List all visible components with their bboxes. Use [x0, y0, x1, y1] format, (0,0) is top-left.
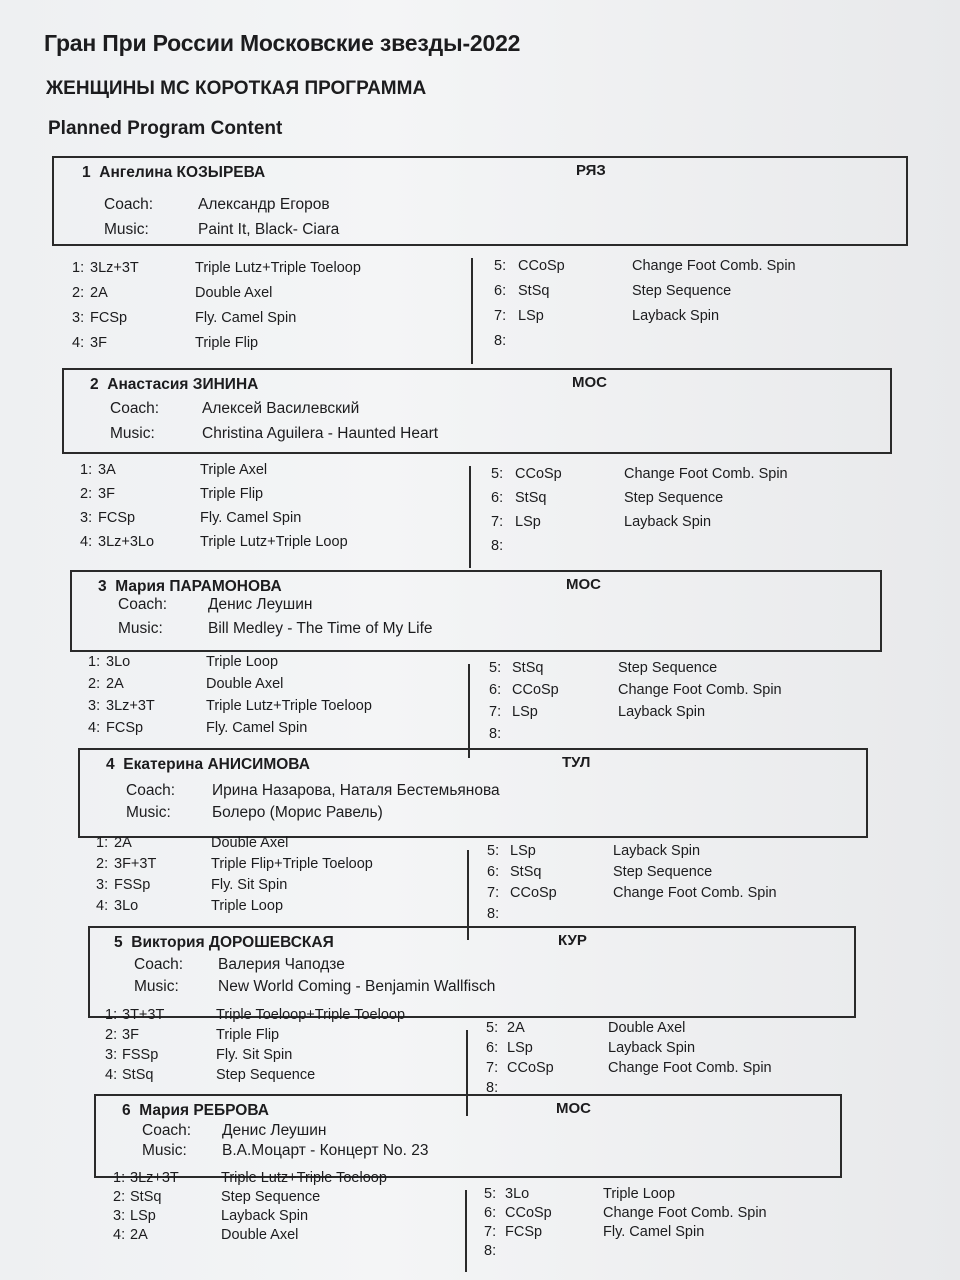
skater-header-box [70, 570, 882, 652]
element-index: 5: [494, 258, 507, 274]
element-description: Triple Flip [216, 1027, 280, 1043]
element-code: LSp [515, 514, 541, 530]
element-index: 4: [113, 1227, 126, 1243]
element-index: 4: [80, 534, 93, 550]
element-index: 7: [489, 704, 502, 720]
column-divider [471, 258, 473, 364]
skater-name [90, 376, 258, 394]
skater-header-box [94, 1094, 842, 1178]
element-index: 2: [96, 856, 109, 872]
element-index: 8: [487, 906, 500, 922]
element-index: 7: [484, 1224, 497, 1240]
element-description: Layback Spin [618, 704, 706, 720]
element-code: FSSp [114, 877, 151, 893]
element-code: StSq [512, 660, 544, 676]
element-code: 3Lz+3T [90, 260, 139, 276]
element-index: 1: [113, 1170, 126, 1186]
element-description: Step Sequence [618, 660, 718, 676]
skater-full-name: Виктория ДОРОШЕВСКАЯ [131, 934, 334, 951]
element-description: Triple Lutz+Triple Toeloop [221, 1170, 387, 1186]
category-title: ЖЕНЩИНЫ МС КОРОТКАЯ ПРОГРАММА [46, 78, 427, 99]
element-code: CCoSp [518, 258, 565, 274]
event-title: Гран При России Московские звезды-2022 [44, 30, 521, 56]
element-index: 1: [72, 260, 85, 276]
coach-value: Ирина Назарова, Наталя Бестемьянова [212, 782, 500, 799]
skater-name [82, 164, 265, 182]
music-label: Music: [110, 425, 155, 442]
skater-name [98, 578, 282, 596]
element-description: Layback Spin [632, 308, 720, 324]
music-label: Music: [126, 804, 171, 821]
element-index: 8: [494, 333, 507, 349]
element-index: 3: [88, 698, 101, 714]
coach-label: Coach: [126, 782, 176, 799]
element-index: 6: [484, 1205, 497, 1221]
element-description: Layback Spin [608, 1040, 696, 1056]
skater-full-name: Ангелина КОЗЫРЕВА [99, 164, 266, 181]
element-description: Layback Spin [221, 1208, 309, 1224]
element-code: FCSp [90, 310, 128, 326]
skater-club: КУР [558, 932, 587, 949]
element-code: LSp [510, 843, 536, 859]
element-index: 7: [487, 885, 500, 901]
element-code: FCSp [98, 510, 136, 526]
skater-number: 6 [122, 1102, 131, 1119]
element-code: FCSp [505, 1224, 543, 1240]
skater-number: 5 [114, 934, 123, 951]
skater-club: МОС [572, 374, 607, 391]
element-description: Triple Loop [211, 898, 284, 914]
element-description: Fly. Camel Spin [206, 720, 308, 736]
coach-value: Денис Леушин [208, 596, 313, 613]
element-code: 3F [90, 335, 107, 351]
element-description: Fly. Camel Spin [195, 310, 297, 326]
element-code: 3A [98, 462, 116, 478]
element-code: CCoSp [512, 682, 559, 698]
element-code: StSq [510, 864, 542, 880]
element-code: FSSp [122, 1047, 159, 1063]
element-code: StSq [518, 283, 550, 299]
music-value: В.А.Моцарт - Концерт No. 23 [222, 1142, 429, 1159]
element-index: 3: [80, 510, 93, 526]
element-description: Step Sequence [632, 283, 732, 299]
element-index: 6: [489, 682, 502, 698]
column-divider [465, 1190, 467, 1272]
element-index: 4: [88, 720, 101, 736]
element-description: Fly. Camel Spin [603, 1224, 705, 1240]
skater-full-name: Мария РЕБРОВА [139, 1102, 269, 1119]
element-index: 6: [491, 490, 504, 506]
skater-club: МОС [556, 1100, 591, 1117]
element-index: 7: [491, 514, 504, 530]
element-description: Step Sequence [613, 864, 713, 880]
element-description: Triple Toeloop+Triple Toeloop [216, 1007, 406, 1023]
skater-full-name: Екатерина АНИСИМОВА [123, 756, 310, 773]
element-description: Double Axel [195, 285, 273, 301]
section-title: Planned Program Content [48, 118, 283, 139]
element-index: 8: [486, 1080, 499, 1096]
element-index: 1: [105, 1007, 118, 1023]
coach-label: Coach: [134, 956, 184, 973]
element-description: Triple Loop [603, 1186, 676, 1202]
element-code: StSq [130, 1189, 162, 1205]
element-index: 4: [105, 1067, 118, 1083]
coach-label: Coach: [142, 1122, 192, 1139]
element-description: Fly. Camel Spin [200, 510, 302, 526]
element-code: LSp [130, 1208, 156, 1224]
element-code: 3F [98, 486, 115, 502]
element-code: CCoSp [510, 885, 557, 901]
element-description: Change Foot Comb. Spin [618, 682, 782, 698]
element-description: Change Foot Comb. Spin [613, 885, 777, 901]
music-label: Music: [118, 620, 163, 637]
element-description: Double Axel [608, 1020, 686, 1036]
element-code: 2A [507, 1020, 525, 1036]
coach-value: Денис Леушин [222, 1122, 327, 1139]
element-index: 2: [72, 285, 85, 301]
element-code: 2A [114, 835, 132, 851]
element-code: 3F+3T [114, 856, 157, 872]
element-index: 3: [72, 310, 85, 326]
element-code: 3T+3T [122, 1007, 165, 1023]
element-index: 6: [494, 283, 507, 299]
skater-club: МОС [566, 576, 601, 593]
music-value: Bill Medley - The Time of My Life [208, 620, 433, 637]
element-description: Triple Lutz+Triple Toeloop [206, 698, 372, 714]
skater-number: 1 [82, 164, 91, 181]
column-divider [469, 466, 471, 568]
skater-number: 4 [106, 756, 115, 773]
element-description: Change Foot Comb. Spin [603, 1205, 767, 1221]
element-index: 8: [489, 726, 502, 742]
element-index: 6: [487, 864, 500, 880]
skater-name [106, 756, 310, 774]
element-index: 7: [494, 308, 507, 324]
music-value: Christina Aguilera - Haunted Heart [202, 425, 439, 442]
element-description: Step Sequence [221, 1189, 321, 1205]
element-index: 5: [484, 1186, 497, 1202]
skater-header-box [62, 368, 892, 454]
element-code: FCSp [106, 720, 144, 736]
element-code: 3F [122, 1027, 139, 1043]
element-code: 3Lo [106, 654, 131, 670]
element-code: 2A [106, 676, 124, 692]
element-code: LSp [512, 704, 538, 720]
element-description: Triple Lutz+Triple Toeloop [195, 260, 361, 276]
element-index: 5: [491, 466, 504, 482]
element-index: 3: [105, 1047, 118, 1063]
skater-name [122, 1102, 269, 1120]
skater-club: ТУЛ [562, 754, 591, 771]
music-value: Paint It, Black- Ciara [198, 221, 340, 238]
music-label: Music: [104, 221, 149, 238]
element-index: 5: [487, 843, 500, 859]
element-index: 8: [484, 1243, 497, 1259]
element-description: Triple Flip+Triple Toeloop [211, 856, 373, 872]
element-index: 1: [96, 835, 109, 851]
element-code: CCoSp [515, 466, 562, 482]
element-description: Layback Spin [613, 843, 701, 859]
element-index: 5: [489, 660, 502, 676]
element-description: Double Axel [221, 1227, 299, 1243]
element-code: 2A [130, 1227, 148, 1243]
element-index: 2: [105, 1027, 118, 1043]
coach-label: Coach: [110, 400, 160, 417]
skater-club: РЯЗ [576, 162, 606, 179]
coach-label: Coach: [118, 596, 168, 613]
element-index: 3: [113, 1208, 126, 1224]
element-description: Triple Lutz+Triple Loop [200, 534, 348, 550]
music-label: Music: [142, 1142, 187, 1159]
element-index: 4: [72, 335, 85, 351]
element-description: Triple Flip [200, 486, 264, 502]
coach-label: Coach: [104, 196, 154, 213]
coach-value: Александр Егоров [198, 196, 330, 213]
skater-name [114, 934, 334, 952]
skater-header-box [88, 926, 856, 1018]
music-value: New World Coming - Benjamin Wallfisch [218, 978, 496, 995]
element-description: Fly. Sit Spin [211, 877, 288, 893]
element-description: Triple Flip [195, 335, 259, 351]
element-code: 3Lo [505, 1186, 530, 1202]
music-value: Болеро (Морис Равель) [212, 804, 383, 821]
element-index: 2: [88, 676, 101, 692]
coach-value: Валерия Чаподзе [218, 956, 345, 973]
element-index: 4: [96, 898, 109, 914]
element-index: 2: [113, 1189, 126, 1205]
element-index: 1: [88, 654, 101, 670]
music-label: Music: [134, 978, 179, 995]
element-code: 3Lz+3Lo [98, 534, 155, 550]
element-description: Fly. Sit Spin [216, 1047, 293, 1063]
element-code: LSp [518, 308, 544, 324]
element-index: 6: [486, 1040, 499, 1056]
skater-header-box [52, 156, 908, 246]
element-code: 3Lo [114, 898, 139, 914]
element-code: 3Lz+3T [106, 698, 155, 714]
element-code: 2A [90, 285, 108, 301]
element-code: CCoSp [507, 1060, 554, 1076]
element-description: Double Axel [206, 676, 284, 692]
element-code: LSp [507, 1040, 533, 1056]
element-description: Step Sequence [624, 490, 724, 506]
coach-value: Алексей Василевский [202, 400, 360, 417]
element-code: CCoSp [505, 1205, 552, 1221]
element-code: 3Lz+3T [130, 1170, 179, 1186]
element-code: StSq [515, 490, 547, 506]
element-description: Change Foot Comb. Spin [632, 258, 796, 274]
element-description: Double Axel [211, 835, 289, 851]
skater-header-box [78, 748, 868, 838]
element-description: Change Foot Comb. Spin [608, 1060, 772, 1076]
skater-number: 3 [98, 578, 107, 595]
column-divider [468, 664, 470, 758]
element-description: Change Foot Comb. Spin [624, 466, 788, 482]
element-description: Step Sequence [216, 1067, 316, 1083]
element-index: 7: [486, 1060, 499, 1076]
element-description: Triple Loop [206, 654, 279, 670]
element-description: Triple Axel [200, 462, 268, 478]
skater-full-name: Анастасия ЗИНИНА [107, 376, 259, 393]
element-index: 1: [80, 462, 93, 478]
element-index: 5: [486, 1020, 499, 1036]
element-index: 3: [96, 877, 109, 893]
element-index: 8: [491, 538, 504, 554]
element-index: 2: [80, 486, 93, 502]
element-description: Layback Spin [624, 514, 712, 530]
skater-number: 2 [90, 376, 99, 393]
element-code: StSq [122, 1067, 154, 1083]
skater-full-name: Мария ПАРАМОНОВА [115, 578, 282, 595]
